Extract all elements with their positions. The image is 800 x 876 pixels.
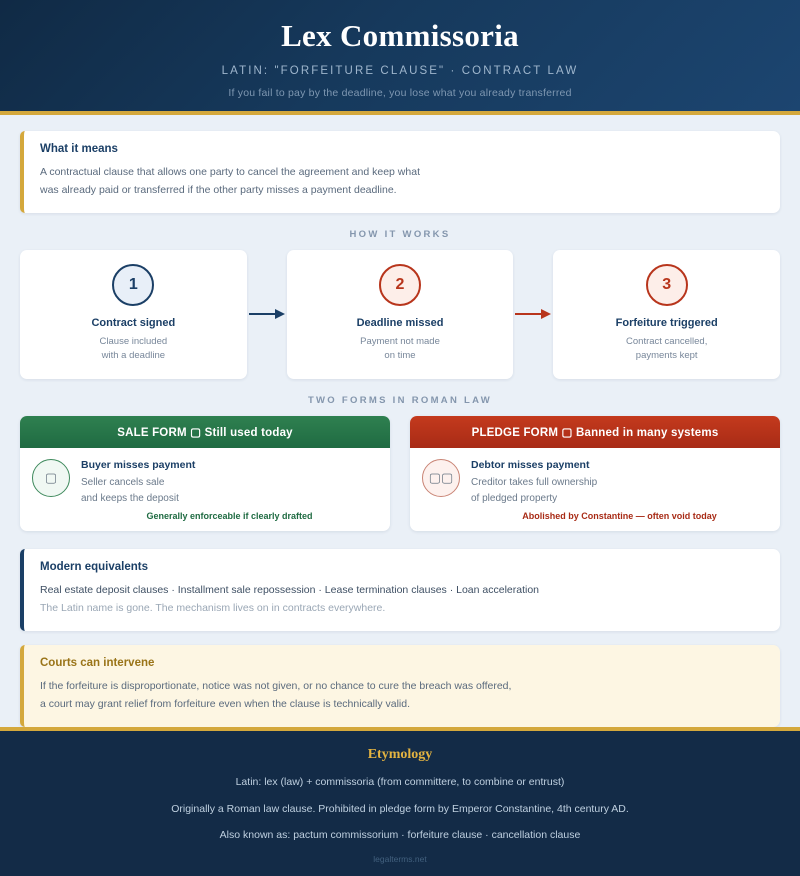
step-desc-2b: on time [384, 349, 416, 361]
step-title-1: Contract signed [91, 316, 176, 329]
step-number-badge-3: 3 [646, 264, 688, 306]
step-number-badge-2: 2 [379, 264, 421, 306]
etymology-line-2: Originally a Roman law clause. Prohibited in pledge form by Emperor Constantine, 4th century AD. [171, 802, 629, 815]
what-it-means-line-1: A contractual clause that allows one party to cancel the agreement and keep what [40, 165, 420, 178]
step-desc-1b: with a deadline [101, 349, 166, 361]
pledge-form-note: Abolished by Constantine — often void today [522, 511, 717, 522]
etymology-line-1: Latin: lex (law) + commissoria (from committere, to combine or entrust) [235, 776, 565, 789]
page-footer [0, 727, 800, 876]
modern-equivalents-line-1: Real estate deposit clauses · Installment sale repossession · Lease termination clauses · Loan acceleration [40, 584, 540, 597]
site-brand: legalterms.net [373, 854, 427, 865]
sale-form-title: Buyer misses payment [81, 459, 196, 472]
arrow-step-2-to-3-icon [513, 303, 553, 325]
what-it-means-heading: What it means [40, 142, 118, 155]
courts-intervene-line-1: If the forfeiture is disproportionate, notice was not given, or no chance to cure the breach was offered, [40, 680, 512, 693]
sale-form-line-1: Seller cancels sale [81, 477, 165, 489]
step-card-1 [20, 250, 247, 380]
pledge-form-line-2: of pledged property [471, 492, 558, 504]
step-title-2: Deadline missed [356, 316, 444, 329]
pledge-form-icon: ▢▢ [422, 459, 460, 497]
sale-form-line-2: and keeps the deposit [81, 492, 179, 504]
page-title: Lex Commissoria [281, 18, 519, 53]
pledge-form-card [410, 416, 780, 531]
step-desc-1a: Clause included [99, 335, 168, 347]
pledge-form-header: PLEDGE FORM ▢ Banned in many systems [410, 416, 780, 448]
courts-intervene-card [20, 645, 780, 727]
step-number-badge-1: 1 [112, 264, 154, 306]
page-header [0, 0, 800, 115]
modern-equivalents-line-2: The Latin name is gone. The mechanism lives on in contracts everywhere. [40, 602, 386, 615]
how-it-works-label: HOW IT WORKS [349, 228, 451, 240]
page-subtitle: LATIN: "FORFEITURE CLAUSE" · CONTRACT LAW [221, 64, 579, 77]
modern-equivalents-heading: Modern equivalents [40, 561, 148, 574]
sale-form-header: SALE FORM ▢ Still used today [20, 416, 390, 448]
main-content [0, 115, 800, 728]
courts-intervene-heading: Courts can intervene [40, 657, 155, 670]
pledge-form-title: Debtor misses payment [471, 459, 590, 472]
step-card-3 [553, 250, 780, 380]
modern-equivalents-card [20, 549, 780, 631]
page-tagline: If you fail to pay by the deadline, you lose what you already transferred [228, 86, 572, 99]
pledge-form-line-1: Creditor takes full ownership [471, 477, 598, 489]
roman-forms-label: TWO FORMS IN ROMAN LAW [307, 395, 493, 407]
step-title-3: Forfeiture triggered [615, 316, 718, 329]
what-it-means-card [20, 131, 780, 213]
arrow-step-1-to-2-icon [247, 303, 287, 325]
step-desc-2a: Payment not made [360, 335, 440, 347]
sale-form-card [20, 416, 390, 531]
step-card-2 [287, 250, 514, 380]
step-desc-3b: payments kept [635, 349, 698, 361]
courts-intervene-line-2: a court may grant relief from forfeiture even when the clause is technically valid. [40, 698, 411, 711]
how-it-works-steps [20, 250, 780, 380]
roman-forms-row [20, 416, 780, 531]
what-it-means-line-2: was already paid or transferred if the other party misses a payment deadline. [40, 183, 397, 196]
step-desc-3a: Contract cancelled, [626, 335, 708, 347]
etymology-line-3: Also known as: pactum commissorium · forfeiture clause · cancellation clause [219, 828, 581, 841]
sale-form-note: Generally enforceable if clearly drafted [146, 511, 313, 522]
sale-form-icon: ▢ [32, 459, 70, 497]
etymology-heading: Etymology [367, 747, 433, 763]
